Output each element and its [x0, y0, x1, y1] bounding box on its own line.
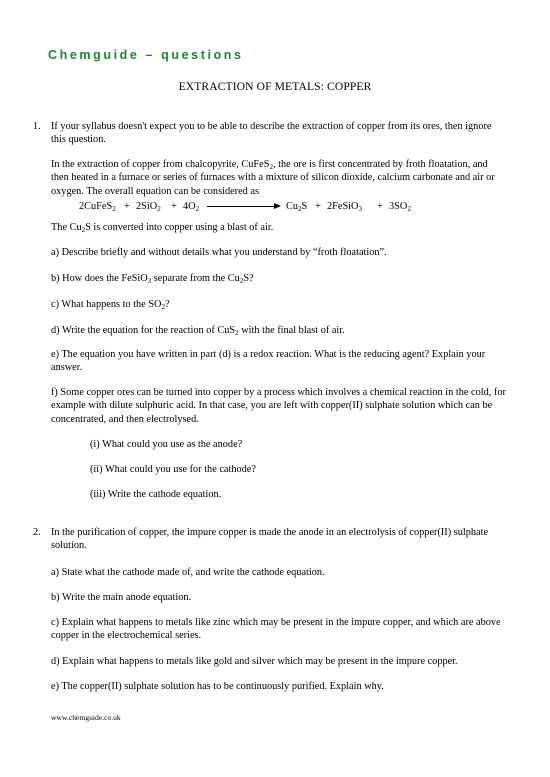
question-2-number: 2.	[33, 527, 41, 538]
equation-reactant-sio2: 2SiO$_2$	[136, 201, 161, 213]
question-1-context	[51, 158, 506, 198]
question-2c: c) Explain what happens to metals like zinc which may be present in the impure copper, and which are above copper in the electrochemical series.	[51, 617, 501, 642]
question-1f-i: (i) What could you use as the anode?	[90, 439, 243, 450]
equation-product-cu2s: $Cu_2S$	[286, 201, 308, 213]
question-1e: e) The equation you have written in part (d) is a redox reaction. What is the reducing agent? Explain your answer.	[51, 349, 486, 374]
question-1-intro: If your syllabus doesn't expect you to be able to describe the extraction of copper from its ores, then ignore this question.	[51, 121, 492, 146]
brand-header: Chemguide – questions	[48, 48, 244, 62]
question-1c: c) What happens to the $SO_2$?	[51, 299, 170, 311]
equation-plus: +	[377, 201, 383, 212]
question-1a: a) Describe briefly and without details what you understand by “froth floatation”.	[51, 247, 387, 258]
question-1f-iii: (iii) Write the cathode equation.	[90, 489, 222, 500]
context-text-start: In the extraction of copper from chalcopyrite, CuFeS	[51, 159, 270, 170]
equation-product-so2: $3SO_2$	[389, 201, 411, 213]
equation-reactant-o2: $4O_2$	[183, 201, 200, 213]
question-1d: d) Write the equation for the reaction of CuS$_2$ with the final blast of air.	[51, 325, 345, 337]
context-text-end: , the ore is first concentrated by froth floatation, and then heated in a furnace or series of furnaces with a mixture of silicon dioxide, calcium carbonate and air or oxygen. The overall equation can be considered as	[51, 159, 495, 197]
question-2b: b) Write the main anode equation.	[51, 592, 192, 603]
question-2-intro: In the purification of copper, the impure copper is made the anode in an electrolysis of copper(II) sulphate solution.	[51, 527, 489, 552]
footer-url: www.chemguide.co.uk	[51, 713, 121, 722]
question-1-number: 1.	[33, 121, 41, 132]
page-title: EXTRACTION OF METALS: COPPER	[178, 80, 372, 93]
equation-reactant-cufes2: 2CuFeS$_2$	[79, 201, 116, 213]
question-2a: a) State what the cathode made of, and write the cathode equation.	[51, 567, 325, 578]
equation-plus: +	[124, 201, 130, 212]
question-1b: b) How does the FeSiO$_3$ separate from the $Cu_2S$?	[51, 273, 254, 285]
reaction-arrow-icon	[207, 206, 279, 207]
question-2d: d) Explain what happens to metals like gold and silver which may be present in the impure copper.	[51, 656, 458, 667]
equation-plus: +	[171, 201, 177, 212]
equation-plus: +	[315, 201, 321, 212]
context-subscript: 2	[269, 163, 273, 171]
question-2e: e) The copper(II) sulphate solution has to be continuously purified. Explain why.	[51, 681, 384, 692]
question-1f: f) Some copper ores can be turned into copper by a process which involves a chemical reaction in the cold, for example with dilute sulphuric acid. In that case, you are left with copper(II) sulphate solution which can be concentrated, and then electrolysed.	[51, 387, 506, 425]
question-1f-ii: (ii) What could you use for the cathode?	[90, 464, 256, 475]
blast-statement: The $Cu_2S$ is converted into copper using a blast of air.	[51, 222, 274, 234]
overall-equation	[79, 200, 499, 218]
equation-product-fesio3: 2FeSiO$_3$	[327, 201, 362, 213]
